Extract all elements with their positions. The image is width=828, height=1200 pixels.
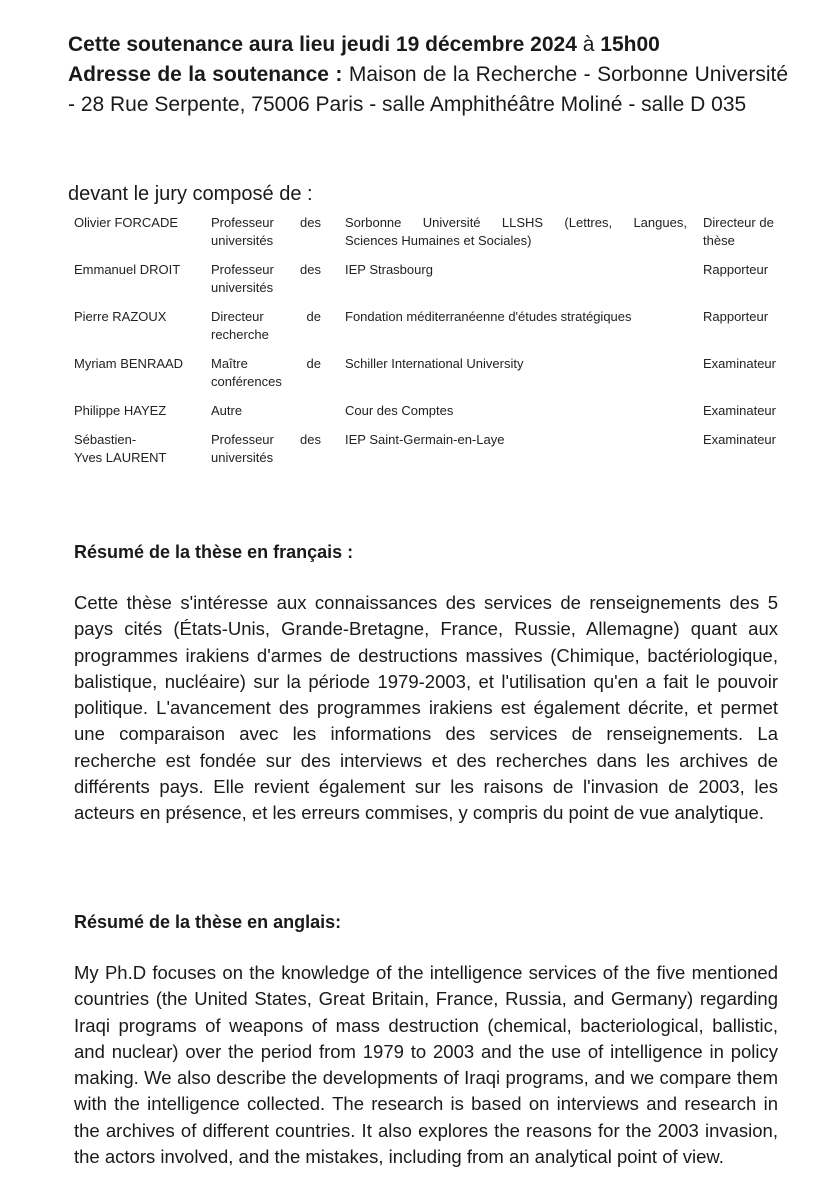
jury-role: Examinateur xyxy=(703,356,776,371)
address-text: Maison de la Recherche - Sorbonne Université - 28 Rue Serpente, 75006 Paris - salle Amphithéâtre Moliné - salle D 035 xyxy=(68,63,788,116)
address-label: Adresse de la soutenance : xyxy=(68,63,343,86)
defense-date: Cette soutenance aura lieu jeudi 19 décembre 2024 xyxy=(68,33,577,56)
jury-row xyxy=(74,402,786,431)
jury-institution: IEP Saint-Germain-en-Laye xyxy=(345,432,505,447)
jury-institution: Fondation méditerranéenne d'études stratégiques xyxy=(345,309,632,324)
jury-grade: Directeur de recherche xyxy=(211,309,321,342)
defense-info xyxy=(68,30,788,120)
jury-role: Examinateur xyxy=(703,432,776,447)
defense-address xyxy=(68,60,788,120)
jury-role: Rapporteur xyxy=(703,262,769,277)
jury-institution: Sorbonne Université LLSHS (Lettres, Langues, Sciences Humaines et Sociales) xyxy=(345,215,687,248)
defense-date-line xyxy=(68,30,788,60)
defense-time: 15h00 xyxy=(600,33,660,56)
jury-role: Examinateur xyxy=(703,403,776,418)
jury-name: Olivier FORCADE xyxy=(74,215,179,230)
jury-name: Myriam BENRAAD xyxy=(74,356,184,371)
jury-row xyxy=(74,431,786,471)
jury-row xyxy=(74,214,786,261)
jury-institution: Schiller International University xyxy=(345,356,524,371)
jury-grade: Autre xyxy=(211,403,243,418)
summary-fr-text: Cette thèse s'intéresse aux connaissances des services de renseignements des 5 pays cités (États-Unis, Grande-Bretagne, France, Russie, Allemagne) quant aux programmes irakiens d'armes de destructions massives (Chimique, bactériologique, balistique, nucléaire) sur la période 1979-2003, et l'utilisation qu'en a fait le pouvoir politique. L'avancement des programmes irakiens est également décrite, et permet une comparaison avec les informations des services de renseignements. La recherche est fondée sur des interviews et des recherches dans les archives de différents pays. Elle revient également sur les raisons de l'invasion de 2003, les acteurs en présence, et les erreurs commises, y compris du point de vue analytique. xyxy=(74,592,778,824)
jury-intro: devant le jury composé de : xyxy=(68,183,313,205)
jury-role: Rapporteur xyxy=(703,309,769,324)
summary-en-text: My Ph.D focuses on the knowledge of the intelligence services of the five mentioned countries (the United States, Great Britain, France, Russia, and Germany) regarding Iraqi programs of weapons of mass destruction (chemical, bacteriological, ballistic, and nuclear) over the period from 1979 to 2003 and the use of intelligence in policy making. We also describe the developments of Iraqi programs, and we compare them with the intelligence collected. The research is based on interviews and research in the archives of different countries. It also explores the reasons for the 2003 invasion, the actors involved, and the mistakes, including from an analytical point of view. xyxy=(74,962,778,1168)
jury-name: Philippe HAYEZ xyxy=(74,403,167,418)
jury-name: Emmanuel DROIT xyxy=(74,262,181,277)
jury-grade: Maître de conférences xyxy=(211,356,321,389)
jury-row xyxy=(74,308,786,355)
jury-row xyxy=(74,261,786,308)
jury-name: Sébastien- Yves LAURENT xyxy=(74,432,167,465)
jury-grade: Professeur des universités xyxy=(211,432,321,465)
jury-role: Directeur de thèse xyxy=(703,215,774,248)
jury-grade: Professeur des universités xyxy=(211,215,321,248)
jury-row xyxy=(74,355,786,402)
jury-institution: IEP Strasbourg xyxy=(345,262,433,277)
summary-en-title: Résumé de la thèse en anglais: xyxy=(74,912,342,932)
date-connector: à xyxy=(582,33,595,56)
jury-table xyxy=(74,214,786,471)
summary-fr-title: Résumé de la thèse en français : xyxy=(74,542,354,562)
jury-institution: Cour des Comptes xyxy=(345,403,454,418)
jury-grade: Professeur des universités xyxy=(211,262,321,295)
jury-name: Pierre RAZOUX xyxy=(74,309,167,324)
